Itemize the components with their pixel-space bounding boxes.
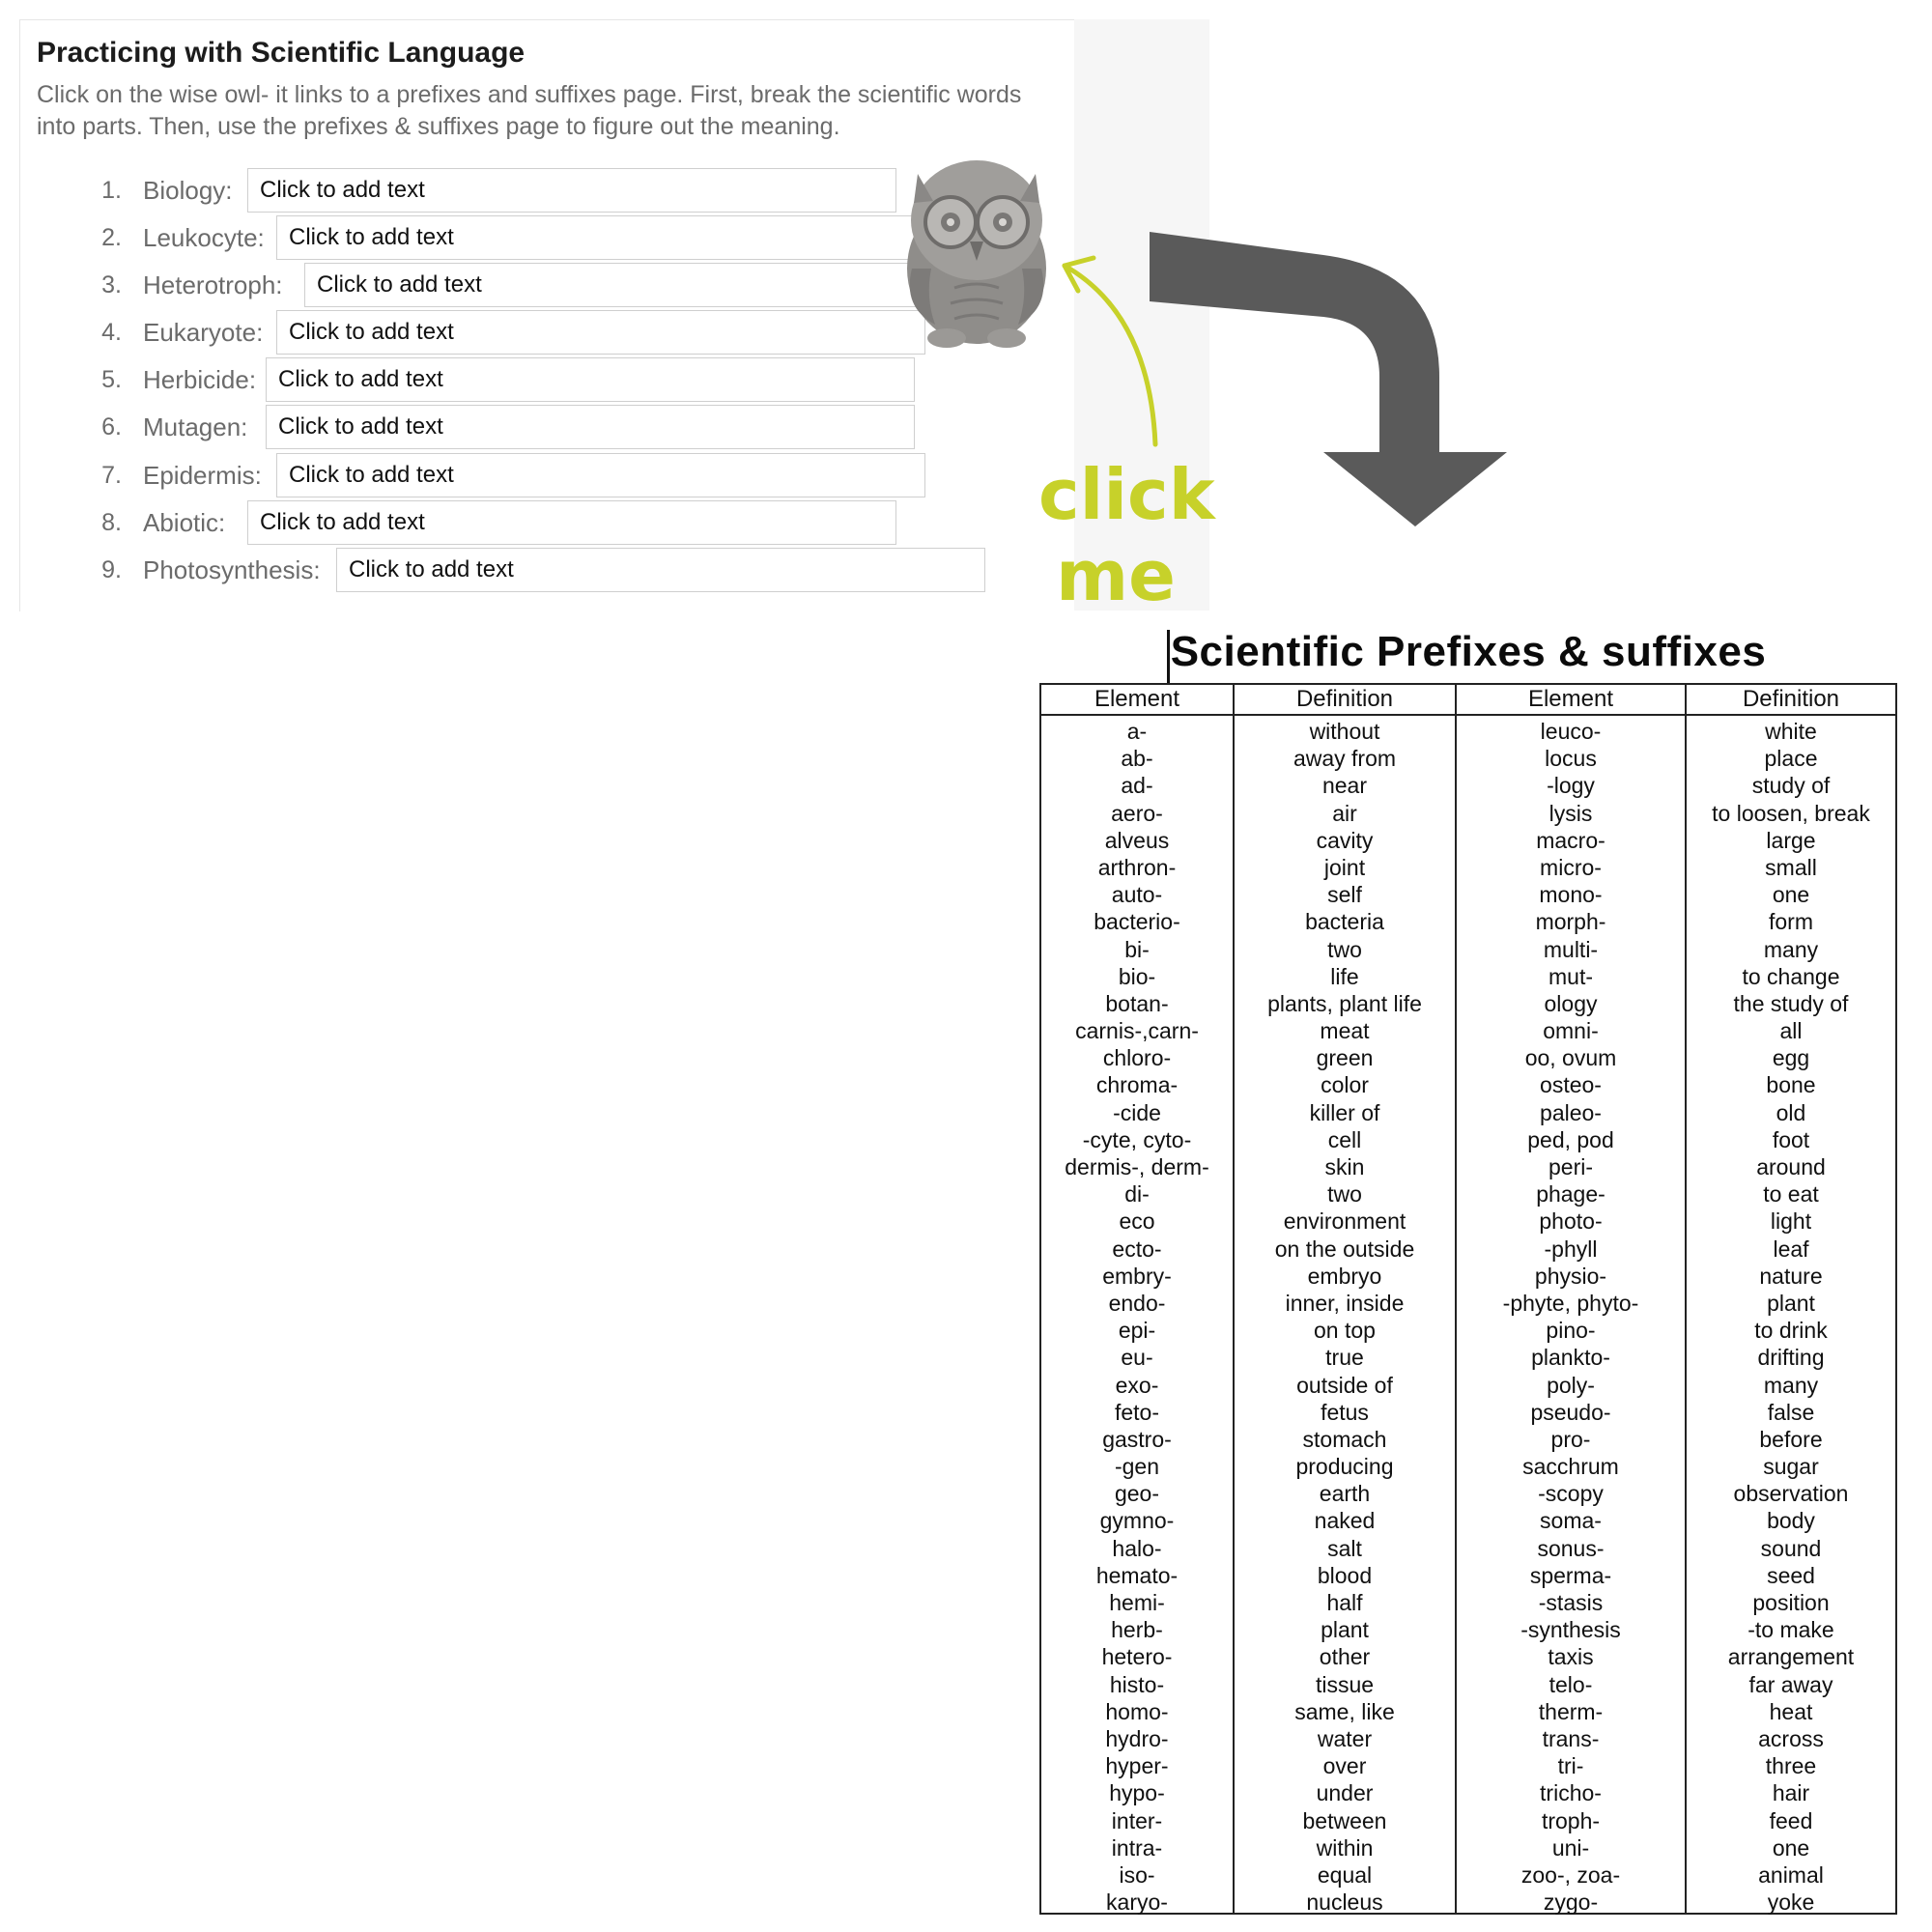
- table-cell: karyo-: [1106, 1889, 1168, 1916]
- table-cell: many: [1763, 1372, 1819, 1398]
- table-cell: bacterio-: [1094, 909, 1180, 935]
- table-cell: herb-: [1111, 1617, 1163, 1643]
- question-number: 2.: [101, 223, 122, 251]
- table-cell: leaf: [1773, 1236, 1809, 1262]
- table-cell: omni-: [1543, 1018, 1599, 1044]
- table-cell: tri-: [1557, 1753, 1584, 1779]
- table-cell: soma-: [1540, 1508, 1602, 1534]
- answer-textbox[interactable]: Click to add text: [266, 357, 915, 402]
- table-cell: pseudo-: [1530, 1399, 1611, 1425]
- table-cell: on top: [1314, 1318, 1376, 1344]
- table-cell: hyper-: [1105, 1753, 1169, 1779]
- table-cell: bi-: [1124, 936, 1150, 962]
- table-cell: one: [1772, 882, 1810, 908]
- table-cell: heat: [1769, 1698, 1813, 1724]
- table-cell: air: [1332, 800, 1357, 826]
- table-cell: -logy: [1547, 773, 1595, 799]
- table-cell: life: [1330, 963, 1359, 989]
- table-cell: away from: [1293, 746, 1397, 772]
- table-cell: hemi-: [1109, 1590, 1165, 1615]
- question-number: 8.: [101, 508, 122, 536]
- page-title: Practicing with Scientific Language: [37, 37, 526, 69]
- table-cell: ology: [1544, 990, 1598, 1016]
- table-cell: color: [1321, 1072, 1369, 1098]
- table-cell: embry-: [1102, 1263, 1172, 1289]
- table-cell: therm-: [1538, 1698, 1604, 1724]
- table-cell: tricho-: [1540, 1780, 1602, 1806]
- table-cell: sound: [1760, 1535, 1822, 1561]
- table-cell: to change: [1742, 963, 1840, 989]
- column-header: Element: [1457, 685, 1685, 716]
- table-cell: -cyte, cyto-: [1082, 1126, 1192, 1152]
- question-number: 9.: [101, 555, 122, 583]
- instructions-text: Click on the wise owl- it links to a prefixes and suffixes page. First, break the scientific words into parts. Then, use the prefixes & suffixes page to figure out the meaning.: [37, 81, 1022, 140]
- table-cell: nature: [1759, 1263, 1823, 1289]
- table-cell: morph-: [1535, 909, 1606, 935]
- table-cell: sonus-: [1537, 1535, 1605, 1561]
- question-number: 3.: [101, 270, 122, 298]
- table-cell: foot: [1772, 1126, 1810, 1152]
- table-cell: around: [1756, 1154, 1826, 1179]
- table-cell: ad-: [1121, 773, 1153, 799]
- table-cell: light: [1770, 1208, 1812, 1235]
- table-cell: hemato-: [1095, 1562, 1179, 1588]
- table-cell: photo-: [1539, 1208, 1603, 1235]
- table-cell: leuco-: [1540, 719, 1602, 744]
- answer-textbox[interactable]: Click to add text: [247, 500, 896, 545]
- table-cell: nucleus: [1306, 1889, 1383, 1916]
- table-cell: self: [1327, 882, 1362, 908]
- table-cell: to eat: [1763, 1181, 1819, 1208]
- table-cell: hair: [1772, 1780, 1810, 1806]
- question-number: 7.: [101, 461, 122, 489]
- table-cell: plant: [1321, 1617, 1369, 1643]
- table-cell: homo-: [1105, 1698, 1169, 1724]
- question-number: 5.: [101, 365, 122, 393]
- table-cell: auto-: [1111, 882, 1163, 908]
- table-cell: plants, plant life: [1267, 990, 1422, 1016]
- table-cell: feed: [1769, 1807, 1813, 1833]
- table-cell: true: [1325, 1345, 1364, 1371]
- table-cell: eco: [1119, 1208, 1155, 1235]
- table-cell: earth: [1319, 1481, 1371, 1507]
- question-number: 6.: [101, 412, 122, 440]
- table-cell: salt: [1327, 1535, 1362, 1561]
- table-cell: -stasis: [1538, 1590, 1604, 1615]
- table-cell: mono-: [1539, 882, 1603, 908]
- table-cell: macro-: [1536, 827, 1605, 853]
- table-cell: -phyll: [1544, 1236, 1598, 1262]
- table-column-element-1: [1041, 685, 1235, 1916]
- table-cell: -gen: [1114, 1454, 1160, 1480]
- table-cell: arrangement: [1727, 1644, 1855, 1670]
- table-cell: tissue: [1315, 1671, 1375, 1697]
- table-cell: gymno-: [1099, 1508, 1175, 1534]
- table-cell: green: [1316, 1045, 1374, 1071]
- table-cell: physio-: [1534, 1263, 1607, 1289]
- table-cell: to loosen, break: [1712, 800, 1870, 826]
- table-cell: exo-: [1115, 1372, 1159, 1398]
- table-cell: animal: [1758, 1861, 1824, 1888]
- table-cell: yoke: [1767, 1889, 1815, 1916]
- reference-table: [1039, 683, 1897, 1915]
- table-cell: same, like: [1294, 1698, 1395, 1724]
- answer-textbox[interactable]: Click to add text: [276, 215, 925, 260]
- table-cell: gastro-: [1102, 1426, 1172, 1452]
- click-me-line1: click: [1038, 454, 1215, 535]
- question-label: Leukocyte:: [143, 222, 265, 252]
- table-cell: naked: [1314, 1508, 1376, 1534]
- table-cell: environment: [1283, 1208, 1406, 1235]
- table-cell: pino-: [1546, 1318, 1596, 1344]
- table-cell: small: [1765, 854, 1817, 880]
- question-label: Abiotic:: [143, 507, 226, 537]
- table-cell: taxis: [1548, 1644, 1594, 1670]
- table-cell: form: [1769, 909, 1813, 935]
- question-label: Epidermis:: [143, 460, 262, 490]
- table-cell: near: [1321, 773, 1368, 799]
- table-cell: hypo-: [1109, 1780, 1165, 1806]
- table-cell: sugar: [1763, 1454, 1819, 1480]
- table-cell: -scopy: [1538, 1481, 1604, 1507]
- click-me-line2: me: [1056, 535, 1176, 616]
- table-cell: across: [1758, 1725, 1824, 1751]
- table-cell: far away: [1748, 1671, 1833, 1697]
- question-label: Biology:: [143, 175, 233, 205]
- table-cell: iso-: [1119, 1861, 1155, 1888]
- table-cell: epi-: [1118, 1318, 1156, 1344]
- table-cell: producing: [1295, 1454, 1394, 1480]
- curved-arrow-icon: [1014, 246, 1159, 449]
- table-cell: false: [1767, 1399, 1815, 1425]
- table-cell: troph-: [1541, 1807, 1601, 1833]
- table-cell: cavity: [1316, 827, 1374, 853]
- answer-textbox[interactable]: Click to add text: [266, 405, 915, 449]
- question-label: Herbicide:: [143, 364, 257, 394]
- table-cell: mut-: [1548, 963, 1593, 989]
- table-cell: chroma-: [1095, 1072, 1179, 1098]
- table-cell: alveus: [1104, 827, 1170, 853]
- table-cell: di-: [1124, 1181, 1150, 1208]
- table-cell: to drink: [1754, 1318, 1828, 1344]
- table-column-element-2: [1457, 685, 1687, 1916]
- table-cell: position: [1752, 1590, 1830, 1615]
- table-cell: carnis-,carn-: [1075, 1018, 1199, 1044]
- table-cell: under: [1316, 1780, 1374, 1806]
- table-cell: large: [1766, 827, 1816, 853]
- table-cell: drifting: [1757, 1345, 1825, 1371]
- table-cell: -to make: [1747, 1617, 1834, 1643]
- table-cell: joint: [1323, 854, 1366, 880]
- table-cell: old: [1776, 1099, 1806, 1125]
- table-cell: without: [1309, 719, 1380, 744]
- column-body: [1687, 716, 1895, 1916]
- table-cell: geo-: [1114, 1481, 1160, 1507]
- table-cell: sacchrum: [1522, 1454, 1619, 1480]
- table-cell: other: [1319, 1644, 1371, 1670]
- table-cell: on the outside: [1274, 1236, 1415, 1262]
- table-cell: arthron-: [1097, 854, 1177, 880]
- table-cell: all: [1779, 1018, 1803, 1044]
- table-cell: blood: [1317, 1562, 1373, 1588]
- column-body: [1235, 716, 1455, 1916]
- table-cell: poly-: [1547, 1372, 1595, 1398]
- table-cell: -cide: [1113, 1099, 1161, 1125]
- table-cell: fetus: [1321, 1399, 1369, 1425]
- table-cell: water: [1317, 1725, 1373, 1751]
- table-cell: observation: [1733, 1481, 1849, 1507]
- table-cell: two: [1327, 1181, 1362, 1208]
- answer-textbox[interactable]: Click to add text: [336, 548, 985, 592]
- answer-textbox[interactable]: Click to add text: [304, 263, 953, 307]
- table-cell: chloro-: [1102, 1045, 1172, 1071]
- table-cell: eu-: [1121, 1345, 1153, 1371]
- table-cell: trans-: [1542, 1725, 1600, 1751]
- text-cursor: [1167, 630, 1170, 684]
- table-cell: peri-: [1548, 1154, 1593, 1179]
- table-cell: pro-: [1550, 1426, 1591, 1452]
- table-cell: histo-: [1109, 1671, 1165, 1697]
- table-cell: body: [1767, 1508, 1815, 1534]
- table-cell: bacteria: [1305, 909, 1384, 935]
- table-cell: killer of: [1309, 1099, 1380, 1125]
- table-cell: ped, pod: [1527, 1126, 1614, 1152]
- question-label: Heterotroph:: [143, 270, 283, 299]
- table-cell: many: [1763, 936, 1819, 962]
- table-cell: a-: [1126, 719, 1148, 744]
- table-cell: plant: [1767, 1290, 1815, 1316]
- table-cell: multi-: [1543, 936, 1599, 962]
- question-label: Eukaryote:: [143, 317, 264, 347]
- question-number: 1.: [101, 176, 122, 204]
- table-cell: cell: [1327, 1126, 1362, 1152]
- question-number: 4.: [101, 318, 122, 346]
- table-cell: skin: [1324, 1154, 1365, 1179]
- elbow-arrow-icon: [1140, 232, 1565, 531]
- table-cell: within: [1316, 1834, 1374, 1861]
- table-cell: bio-: [1118, 963, 1156, 989]
- table-column-definition-2: [1687, 685, 1895, 1916]
- table-cell: the study of: [1733, 990, 1849, 1016]
- table-cell: stomach: [1302, 1426, 1387, 1452]
- table-cell: phage-: [1536, 1181, 1605, 1208]
- table-cell: inter-: [1111, 1807, 1163, 1833]
- answer-textbox[interactable]: Click to add text: [247, 168, 896, 213]
- table-cell: bone: [1766, 1072, 1816, 1098]
- table-cell: endo-: [1108, 1290, 1166, 1316]
- table-cell: egg: [1772, 1045, 1810, 1071]
- table-cell: halo-: [1112, 1535, 1162, 1561]
- column-body: [1041, 716, 1233, 1916]
- table-cell: study of: [1751, 773, 1831, 799]
- table-cell: ecto-: [1112, 1236, 1162, 1262]
- table-cell: paleo-: [1540, 1099, 1602, 1125]
- table-cell: intra-: [1111, 1834, 1163, 1861]
- table-cell: feto-: [1114, 1399, 1160, 1425]
- table-cell: place: [1764, 746, 1818, 772]
- table-cell: micro-: [1540, 854, 1602, 880]
- table-cell: half: [1326, 1590, 1363, 1615]
- table-cell: white: [1765, 719, 1817, 744]
- table-cell: over: [1322, 1753, 1367, 1779]
- table-cell: plankto-: [1531, 1345, 1610, 1371]
- question-label: Mutagen:: [143, 412, 248, 441]
- column-body: [1457, 716, 1685, 1916]
- reference-title: Scientific Prefixes & suffixes: [1170, 628, 1767, 675]
- table-cell: lysis: [1548, 800, 1593, 826]
- table-cell: between: [1302, 1807, 1387, 1833]
- table-cell: one: [1772, 1834, 1810, 1861]
- table-cell: embryo: [1307, 1263, 1382, 1289]
- column-header: Definition: [1235, 685, 1455, 716]
- table-cell: aero-: [1111, 800, 1163, 826]
- column-header: Definition: [1687, 685, 1895, 716]
- table-cell: -synthesis: [1520, 1617, 1621, 1643]
- table-cell: oo, ovum: [1524, 1045, 1617, 1071]
- table-cell: outside of: [1296, 1372, 1393, 1398]
- table-cell: before: [1759, 1426, 1823, 1452]
- table-cell: dermis-, derm-: [1065, 1154, 1209, 1179]
- table-cell: three: [1765, 1753, 1817, 1779]
- table-cell: seed: [1767, 1562, 1815, 1588]
- table-cell: locus: [1545, 746, 1597, 772]
- table-cell: sperma-: [1529, 1562, 1612, 1588]
- question-label: Photosynthesis:: [143, 554, 321, 584]
- table-cell: -phyte, phyto-: [1502, 1290, 1639, 1316]
- table-cell: two: [1327, 936, 1362, 962]
- table-cell: equal: [1317, 1861, 1373, 1888]
- answer-textbox[interactable]: Click to add text: [276, 310, 925, 355]
- table-cell: hydro-: [1105, 1725, 1169, 1751]
- table-cell: meat: [1320, 1018, 1370, 1044]
- table-cell: ab-: [1121, 746, 1153, 772]
- table-cell: osteo-: [1540, 1072, 1602, 1098]
- column-header: Element: [1041, 685, 1233, 716]
- table-cell: inner, inside: [1285, 1290, 1405, 1316]
- table-cell: hetero-: [1101, 1644, 1173, 1670]
- table-cell: botan-: [1105, 990, 1169, 1016]
- table-cell: uni-: [1551, 1834, 1590, 1861]
- table-cell: zygo-: [1543, 1889, 1599, 1916]
- table-cell: zoo-, zoa-: [1520, 1861, 1621, 1888]
- table-column-definition-1: [1235, 685, 1457, 1916]
- table-cell: telo-: [1548, 1671, 1593, 1697]
- answer-textbox[interactable]: Click to add text: [276, 453, 925, 497]
